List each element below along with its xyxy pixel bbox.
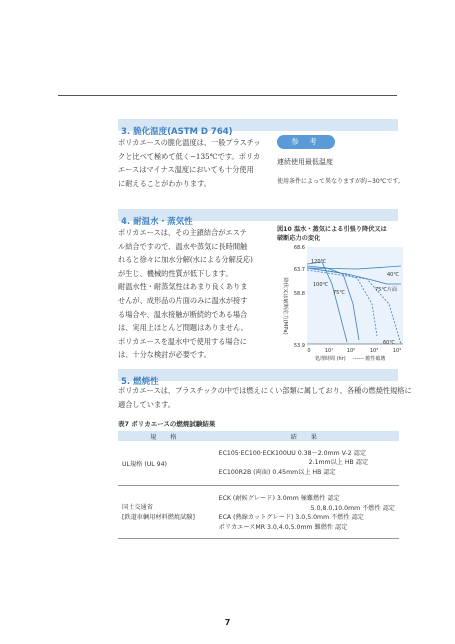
table-header: 結 果	[215, 431, 399, 441]
standard-cell: UL規格 (UL 94)	[122, 460, 167, 468]
curve-label: 120℃	[311, 259, 327, 265]
section-5-paragraph: ポリカエースは、プラスチックの中では燃えにくい部類に属しており、各種の燃焼性規格に 適合しています。	[118, 386, 412, 409]
curve-label: 100℃	[313, 282, 329, 288]
table-header: 規 格	[118, 431, 215, 441]
section-4-paragraph: ポリカエースは、その主鎖結合がエステ ル結合ですので、温水や蒸気に長時間触 れると徐々に加水分解(水による分解反応) が生じ、機械的性質が低下します。 耐温水性・耐蒸気性はあまり良くありま せんが、成形品の片面のみに温水が接す る場合や、温水接触が断続的である場合 は、実用上ほとんど問題はありません。 ポリカエースを温水中で使用する場合に は、十分な検討が必要です。	[118, 228, 253, 360]
result-line: 2.1mm以上 HB 認定	[308, 459, 369, 467]
table-caption: 表7 ポリカエースの燃焼試験結果	[118, 420, 216, 428]
standard-cell: 国土交通省 [鉄道車輌用材料燃焼試験]	[122, 504, 195, 521]
result-line: 5.0,8.0,10.0mm 不燃性 認定	[310, 504, 395, 512]
y-tick: 58.8	[293, 291, 305, 297]
note-badge: 参 考	[277, 135, 335, 149]
result-line: EC105·EC100·ECK100UU 0.38〜2.0mm V-2 認定	[218, 449, 367, 457]
x-axis-label: 処理時間 (hr)	[315, 356, 346, 362]
note-text: 使用条件によって異なりますが約−30℃です。	[277, 178, 404, 185]
page-number: 7	[224, 618, 231, 627]
result-line: ECK (耐候グレード) 3.0mm 極難燃性 認定	[218, 495, 340, 502]
section-3-paragraph: ポリカエースの脆化温度は、一般プラスチッ クと比べて極めて低く−135℃です。ポリカ エースはマイナス温度においても十分使用 に耐えることがわかります。	[118, 138, 261, 188]
x-tick: 10¹	[324, 348, 334, 354]
legend-dashed: ------ 脆性破壊	[353, 356, 386, 362]
curve-label: 60℃	[383, 340, 395, 346]
result-line: ECA (熱線カットグレード) 3.0,5.0mm 不燃性 認定	[218, 514, 364, 521]
curve-label: 40℃	[387, 272, 399, 278]
section-5-heading: 5. 燃焼性	[118, 369, 398, 381]
section-3-heading: 3. 脆化温度(ASTM D 764)	[118, 119, 398, 131]
y-tick: 68.6	[293, 245, 305, 251]
x-tick: 10³	[369, 348, 379, 354]
x-tick: 10²	[346, 348, 356, 354]
table-row	[118, 491, 399, 535]
curve-label: 75℃	[333, 290, 345, 296]
x-tick: 10⁴	[392, 348, 402, 354]
y-tick: 53.9	[293, 343, 305, 349]
result-line: ポリカエースMR 3.0,4.0,5.0mm 難燃性 認定	[218, 523, 348, 531]
section-4-heading: 4. 耐温水・蒸気性	[118, 209, 398, 221]
result-line: EC100R2B (両面) 0.45mm以上 HB 認定	[218, 468, 336, 476]
table-row	[118, 441, 399, 486]
curve-label: 75℃片面	[375, 287, 397, 293]
top-rule	[58, 95, 397, 96]
x-tick: 0	[307, 348, 311, 354]
burn-test-table	[118, 431, 399, 539]
figure-title: 図10 温水・蒸気による引張り降伏又は 破断応力の変化	[277, 226, 387, 242]
note-title: 連続使用最低温度	[277, 158, 333, 166]
y-tick: 63.7	[293, 267, 305, 273]
y-axis-label: 降伏又は破断応力(MPa)	[282, 277, 288, 335]
figure-10-chart	[277, 244, 407, 366]
